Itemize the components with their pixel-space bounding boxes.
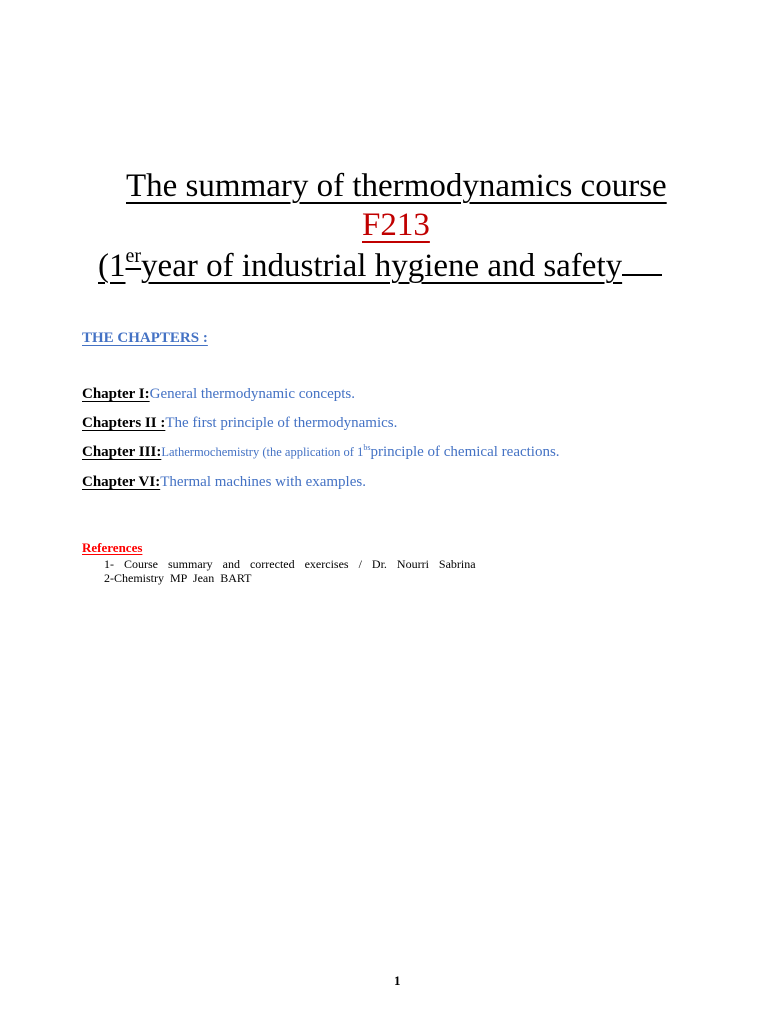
subtitle-superscript: er xyxy=(125,245,142,267)
document-subtitle xyxy=(98,245,662,287)
chapter-item xyxy=(82,384,355,404)
page-number: 1 xyxy=(394,973,401,988)
subtitle-text: year of industrial hygiene and safety xyxy=(141,248,623,284)
course-code: F213 xyxy=(362,207,430,243)
chapters-heading: THE CHAPTERS : xyxy=(82,330,208,346)
references-heading: References xyxy=(82,540,143,555)
chapter-item xyxy=(82,472,366,492)
chapter-label: Chapter I: xyxy=(82,386,150,402)
chapter-description-small: Lathermochemistry (the application of 1 xyxy=(161,445,364,459)
chapter-item xyxy=(82,442,560,462)
chapter-label: Chapter III: xyxy=(82,444,162,460)
subtitle-prefix: (1 xyxy=(98,248,126,284)
subtitle-underline-trail xyxy=(622,246,662,276)
chapter-label: Chapters II : xyxy=(82,415,166,431)
reference-item: 2-Chemistry MP Jean BART xyxy=(104,571,252,585)
chapter-item xyxy=(82,413,397,433)
chapter-description: The first principle of thermodynamics. xyxy=(165,415,398,431)
chapter-description: principle of chemical reactions. xyxy=(370,444,560,460)
document-title: The summary of thermodynamics course xyxy=(126,168,667,204)
chapter-description: General thermodynamic concepts. xyxy=(149,386,355,402)
reference-item: 1- Course summary and corrected exercises / Dr. Nourri Sabrina xyxy=(104,557,476,571)
chapter-description: Thermal machines with examples. xyxy=(160,474,366,490)
chapter-superscript: bs xyxy=(363,443,371,452)
chapter-label: Chapter VI: xyxy=(82,474,161,490)
